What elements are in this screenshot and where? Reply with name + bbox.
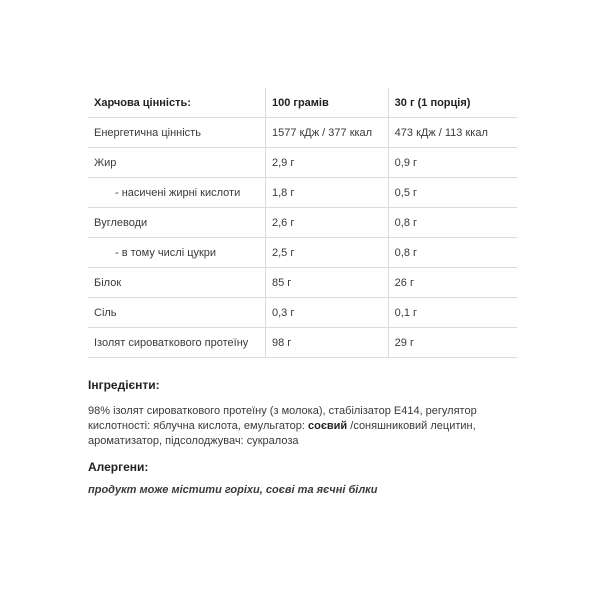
- header-nutrient: Харчова цінність:: [88, 88, 265, 118]
- table-row: [88, 268, 517, 298]
- value-per-100g: 2,9 г: [265, 148, 388, 178]
- ingredients-heading: Інгредієнти:: [88, 378, 160, 392]
- value-per-serving: 0,5 г: [388, 178, 517, 208]
- nutrient-name: Енергетична цінність: [88, 118, 265, 148]
- table-row: [88, 208, 517, 238]
- table-row: [88, 178, 517, 208]
- value-per-serving: 29 г: [388, 328, 517, 358]
- value-per-serving: 0,1 г: [388, 298, 517, 328]
- nutrition-table-header: [88, 88, 517, 118]
- table-row: [88, 118, 517, 148]
- nutrient-name: Ізолят сироваткового протеїну: [88, 328, 265, 358]
- ingredients-text-part: /соняшниковий лецитин, ароматизатор, підсолоджувач: сукралоза: [88, 420, 476, 447]
- table-row: [88, 328, 517, 358]
- header-per-100g: 100 грамів: [265, 88, 388, 118]
- table-row: [88, 238, 517, 268]
- table-row: [88, 148, 517, 178]
- allergens-text: продукт може містити горіхи, соєві та яєчні білки: [88, 484, 378, 496]
- allergens-heading: Алергени:: [88, 460, 149, 474]
- table-row: [88, 298, 517, 328]
- value-per-100g: 1,8 г: [265, 178, 388, 208]
- value-per-100g: 2,5 г: [265, 238, 388, 268]
- value-per-100g: 0,3 г: [265, 298, 388, 328]
- ingredients-bold-allergen: соєвий: [308, 420, 348, 432]
- value-per-serving: 26 г: [388, 268, 517, 298]
- value-per-100g: 98 г: [265, 328, 388, 358]
- value-per-100g: 1577 кДж / 377 ккал: [265, 118, 388, 148]
- nutrient-name: Вуглеводи: [88, 208, 265, 238]
- value-per-100g: 2,6 г: [265, 208, 388, 238]
- value-per-serving: 473 кДж / 113 ккал: [388, 118, 517, 148]
- value-per-100g: 85 г: [265, 268, 388, 298]
- nutrient-name: Жир: [88, 148, 265, 178]
- ingredients-text-part: 98% ізолят сироваткового протеїну (з молока), стабілізатор Е414, регулятор кислотності: яблучна кислота, емульгатор:: [88, 405, 477, 432]
- ingredients-text: [88, 404, 488, 449]
- value-per-serving: 0,8 г: [388, 208, 517, 238]
- header-per-serving: 30 г (1 порція): [388, 88, 517, 118]
- nutrient-name: Сіль: [88, 298, 265, 328]
- nutrition-table: [88, 88, 517, 358]
- value-per-serving: 0,9 г: [388, 148, 517, 178]
- nutrient-name: Білок: [88, 268, 265, 298]
- nutrient-name: - насичені жирні кислоти: [88, 178, 265, 208]
- nutrient-name: - в тому числі цукри: [88, 238, 265, 268]
- value-per-serving: 0,8 г: [388, 238, 517, 268]
